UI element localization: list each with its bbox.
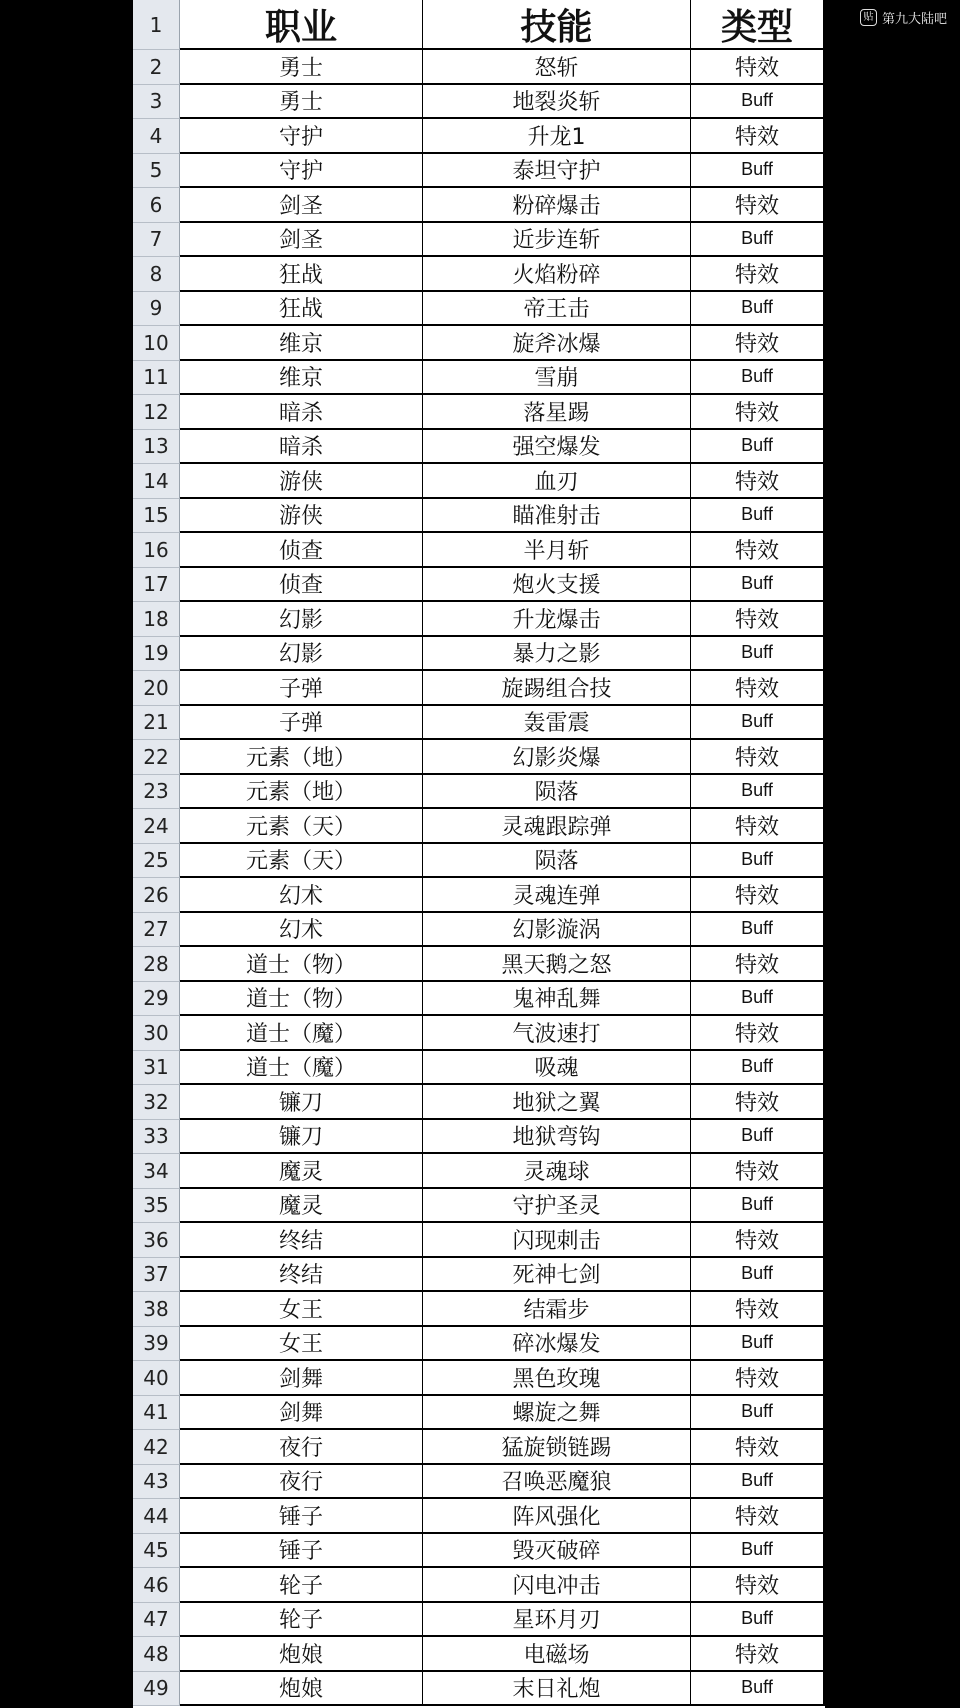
row-number[interactable]: 46: [133, 1568, 180, 1603]
cell-skill[interactable]: 帝王击: [423, 292, 691, 327]
cell-type[interactable]: 特效: [691, 1499, 825, 1534]
cell-skill[interactable]: 怒斩: [423, 50, 691, 85]
cell-skill[interactable]: 火焰粉碎: [423, 257, 691, 292]
tieba-icon: 贴: [860, 9, 877, 26]
row-number[interactable]: 40: [133, 1361, 180, 1396]
cell-type[interactable]: 特效: [691, 119, 825, 154]
cell-job[interactable]: 锤子: [180, 1499, 423, 1534]
row-number[interactable]: 18: [133, 602, 180, 637]
cell-type[interactable]: Buff: [691, 1603, 825, 1638]
cell-job[interactable]: 子弹: [180, 706, 423, 741]
cell-skill[interactable]: 地狱弯钩: [423, 1120, 691, 1155]
cell-job[interactable]: 狂战: [180, 257, 423, 292]
watermark: [860, 8, 947, 27]
cell-skill[interactable]: 旋踢组合技: [423, 671, 691, 706]
row-number[interactable]: 4: [133, 119, 180, 154]
cell-skill[interactable]: 灵魂球: [423, 1154, 691, 1189]
cell-job[interactable]: 轮子: [180, 1568, 423, 1603]
cell-job[interactable]: 剑圣: [180, 188, 423, 223]
cell-job[interactable]: 镰刀: [180, 1120, 423, 1155]
row-number[interactable]: 1: [133, 0, 180, 50]
row-number[interactable]: 38: [133, 1292, 180, 1327]
cell-job[interactable]: 夜行: [180, 1430, 423, 1465]
row-number[interactable]: 36: [133, 1223, 180, 1258]
cell-job[interactable]: 幻术: [180, 913, 423, 948]
row-number[interactable]: 47: [133, 1603, 180, 1638]
cell-type[interactable]: 特效: [691, 947, 825, 982]
cell-skill[interactable]: 气波速打: [423, 1016, 691, 1051]
cell-type[interactable]: Buff: [691, 982, 825, 1017]
row-number[interactable]: 30: [133, 1016, 180, 1051]
cell-skill[interactable]: 星环月刃: [423, 1603, 691, 1638]
cell-type[interactable]: Buff: [691, 223, 825, 258]
cell-skill[interactable]: 陨落: [423, 844, 691, 879]
row-number[interactable]: 39: [133, 1327, 180, 1362]
row-number[interactable]: 10: [133, 326, 180, 361]
cell-job[interactable]: 道士（魔）: [180, 1016, 423, 1051]
cell-type[interactable]: Buff: [691, 913, 825, 948]
row-number[interactable]: 2: [133, 50, 180, 85]
cell-skill[interactable]: 地狱之翼: [423, 1085, 691, 1120]
cell-job[interactable]: 元素（地）: [180, 740, 423, 775]
cell-skill[interactable]: 猛旋锁链踢: [423, 1430, 691, 1465]
cell-skill[interactable]: 粉碎爆击: [423, 188, 691, 223]
column-header-skill[interactable]: 技能: [423, 0, 691, 50]
cell-type[interactable]: Buff: [691, 85, 825, 120]
cell-type[interactable]: Buff: [691, 1672, 825, 1707]
cell-skill[interactable]: 半月斩: [423, 533, 691, 568]
cell-job[interactable]: 侦查: [180, 568, 423, 603]
row-number[interactable]: 48: [133, 1637, 180, 1672]
cell-skill[interactable]: 旋斧冰爆: [423, 326, 691, 361]
cell-type[interactable]: Buff: [691, 1396, 825, 1431]
cell-skill[interactable]: 灵魂连弹: [423, 878, 691, 913]
row-number[interactable]: 29: [133, 982, 180, 1017]
row-number[interactable]: 22: [133, 740, 180, 775]
cell-skill[interactable]: 闪现刺击: [423, 1223, 691, 1258]
column-header-job[interactable]: 职业: [180, 0, 423, 50]
row-number[interactable]: 9: [133, 292, 180, 327]
cell-type[interactable]: 特效: [691, 1361, 825, 1396]
cell-skill[interactable]: 死神七剑: [423, 1258, 691, 1293]
row-number[interactable]: 26: [133, 878, 180, 913]
cell-type[interactable]: Buff: [691, 499, 825, 534]
cell-skill[interactable]: 瞄准射击: [423, 499, 691, 534]
cell-skill[interactable]: 吸魂: [423, 1051, 691, 1086]
row-number[interactable]: 7: [133, 223, 180, 258]
cell-type[interactable]: 特效: [691, 671, 825, 706]
row-number[interactable]: 25: [133, 844, 180, 879]
row-number[interactable]: 23: [133, 775, 180, 810]
row-number[interactable]: 32: [133, 1085, 180, 1120]
cell-job[interactable]: 女王: [180, 1292, 423, 1327]
cell-type[interactable]: Buff: [691, 706, 825, 741]
cell-skill[interactable]: 碎冰爆发: [423, 1327, 691, 1362]
cell-type[interactable]: Buff: [691, 775, 825, 810]
row-number[interactable]: 19: [133, 637, 180, 672]
cell-type[interactable]: Buff: [691, 844, 825, 879]
cell-type[interactable]: 特效: [691, 1637, 825, 1672]
row-number[interactable]: 35: [133, 1189, 180, 1224]
row-number[interactable]: 8: [133, 257, 180, 292]
row-number[interactable]: 3: [133, 85, 180, 120]
row-number[interactable]: 28: [133, 947, 180, 982]
cell-type[interactable]: Buff: [691, 1189, 825, 1224]
row-number[interactable]: 6: [133, 188, 180, 223]
cell-job[interactable]: 镰刀: [180, 1085, 423, 1120]
cell-skill[interactable]: 黑天鹅之怒: [423, 947, 691, 982]
cell-type[interactable]: Buff: [691, 292, 825, 327]
cell-skill[interactable]: 幻影炎爆: [423, 740, 691, 775]
row-number[interactable]: 16: [133, 533, 180, 568]
cell-job[interactable]: 终结: [180, 1223, 423, 1258]
cell-skill[interactable]: 阵风强化: [423, 1499, 691, 1534]
cell-type[interactable]: 特效: [691, 1430, 825, 1465]
cell-skill[interactable]: 闪电冲击: [423, 1568, 691, 1603]
cell-type[interactable]: 特效: [691, 1568, 825, 1603]
cell-skill[interactable]: 炮火支援: [423, 568, 691, 603]
row-number[interactable]: 17: [133, 568, 180, 603]
cell-job[interactable]: 道士（物）: [180, 982, 423, 1017]
cell-job[interactable]: 幻术: [180, 878, 423, 913]
cell-job[interactable]: 终结: [180, 1258, 423, 1293]
spreadsheet: [133, 0, 825, 1708]
cell-job[interactable]: 元素（天）: [180, 844, 423, 879]
row-number[interactable]: 33: [133, 1120, 180, 1155]
cell-skill[interactable]: 毁灭破碎: [423, 1534, 691, 1569]
cell-skill[interactable]: 末日礼炮: [423, 1672, 691, 1707]
cell-type[interactable]: 特效: [691, 395, 825, 430]
cell-job[interactable]: 游侠: [180, 464, 423, 499]
cell-skill[interactable]: 暴力之影: [423, 637, 691, 672]
row-number[interactable]: 11: [133, 361, 180, 396]
row-number[interactable]: 15: [133, 499, 180, 534]
row-number[interactable]: 43: [133, 1465, 180, 1500]
cell-type[interactable]: Buff: [691, 361, 825, 396]
cell-type[interactable]: 特效: [691, 878, 825, 913]
cell-job[interactable]: 子弹: [180, 671, 423, 706]
row-number[interactable]: 45: [133, 1534, 180, 1569]
cell-type[interactable]: Buff: [691, 430, 825, 465]
cell-skill[interactable]: 召唤恶魔狼: [423, 1465, 691, 1500]
cell-job[interactable]: 魔灵: [180, 1154, 423, 1189]
row-number[interactable]: 27: [133, 913, 180, 948]
cell-type[interactable]: 特效: [691, 602, 825, 637]
row-number[interactable]: 49: [133, 1672, 180, 1707]
cell-type[interactable]: Buff: [691, 1120, 825, 1155]
cell-type[interactable]: Buff: [691, 154, 825, 189]
cell-skill[interactable]: 电磁场: [423, 1637, 691, 1672]
cell-type[interactable]: 特效: [691, 188, 825, 223]
cell-skill[interactable]: 泰坦守护: [423, 154, 691, 189]
row-number[interactable]: 13: [133, 430, 180, 465]
row-number[interactable]: 5: [133, 154, 180, 189]
cell-skill[interactable]: 升龙爆击: [423, 602, 691, 637]
cell-job[interactable]: 道士（魔）: [180, 1051, 423, 1086]
cell-type[interactable]: Buff: [691, 1051, 825, 1086]
cell-job[interactable]: 勇士: [180, 85, 423, 120]
row-number[interactable]: 24: [133, 809, 180, 844]
cell-type[interactable]: 特效: [691, 740, 825, 775]
cell-skill[interactable]: 螺旋之舞: [423, 1396, 691, 1431]
cell-skill[interactable]: 守护圣灵: [423, 1189, 691, 1224]
row-number[interactable]: 44: [133, 1499, 180, 1534]
cell-job[interactable]: 剑圣: [180, 223, 423, 258]
cell-skill[interactable]: 鬼神乱舞: [423, 982, 691, 1017]
cell-job[interactable]: 勇士: [180, 50, 423, 85]
cell-job[interactable]: 道士（物）: [180, 947, 423, 982]
cell-type[interactable]: Buff: [691, 1465, 825, 1500]
cell-skill[interactable]: 轰雷震: [423, 706, 691, 741]
cell-skill[interactable]: 近步连斩: [423, 223, 691, 258]
cell-type[interactable]: Buff: [691, 1534, 825, 1569]
cell-job[interactable]: 狂战: [180, 292, 423, 327]
row-number[interactable]: 37: [133, 1258, 180, 1293]
cell-job[interactable]: 游侠: [180, 499, 423, 534]
cell-type[interactable]: 特效: [691, 1016, 825, 1051]
row-number[interactable]: 12: [133, 395, 180, 430]
cell-type[interactable]: 特效: [691, 533, 825, 568]
cell-type[interactable]: 特效: [691, 1085, 825, 1120]
cell-job[interactable]: 守护: [180, 154, 423, 189]
cell-job[interactable]: 元素（地）: [180, 775, 423, 810]
column-header-type[interactable]: 类型: [691, 0, 825, 50]
row-number[interactable]: 42: [133, 1430, 180, 1465]
cell-type[interactable]: 特效: [691, 809, 825, 844]
cell-skill[interactable]: 落星踢: [423, 395, 691, 430]
cell-job[interactable]: 女王: [180, 1327, 423, 1362]
row-number[interactable]: 20: [133, 671, 180, 706]
cell-job[interactable]: 炮娘: [180, 1637, 423, 1672]
cell-job[interactable]: 夜行: [180, 1465, 423, 1500]
cell-job[interactable]: 守护: [180, 119, 423, 154]
cell-job[interactable]: 锤子: [180, 1534, 423, 1569]
cell-job[interactable]: 元素（天）: [180, 809, 423, 844]
cell-job[interactable]: 幻影: [180, 637, 423, 672]
row-number[interactable]: 31: [133, 1051, 180, 1086]
cell-skill[interactable]: 地裂炎斩: [423, 85, 691, 120]
row-number[interactable]: 34: [133, 1154, 180, 1189]
cell-job[interactable]: 剑舞: [180, 1396, 423, 1431]
cell-skill[interactable]: 升龙1: [423, 119, 691, 154]
cell-job[interactable]: 暗杀: [180, 395, 423, 430]
cell-type[interactable]: Buff: [691, 637, 825, 672]
cell-skill[interactable]: 黑色玫瑰: [423, 1361, 691, 1396]
cell-job[interactable]: 剑舞: [180, 1361, 423, 1396]
cell-type[interactable]: 特效: [691, 326, 825, 361]
cell-job[interactable]: 侦查: [180, 533, 423, 568]
cell-skill[interactable]: 陨落: [423, 775, 691, 810]
cell-skill[interactable]: 灵魂跟踪弹: [423, 809, 691, 844]
cell-skill[interactable]: 雪崩: [423, 361, 691, 396]
cell-skill[interactable]: 血刃: [423, 464, 691, 499]
row-number[interactable]: 14: [133, 464, 180, 499]
cell-type[interactable]: Buff: [691, 568, 825, 603]
cell-type[interactable]: Buff: [691, 1327, 825, 1362]
cell-type[interactable]: 特效: [691, 50, 825, 85]
cell-type[interactable]: 特效: [691, 464, 825, 499]
cell-skill[interactable]: 强空爆发: [423, 430, 691, 465]
cell-job[interactable]: 幻影: [180, 602, 423, 637]
watermark-text: 第九大陆吧: [882, 12, 948, 27]
row-number[interactable]: 21: [133, 706, 180, 741]
cell-job[interactable]: 暗杀: [180, 430, 423, 465]
cell-skill[interactable]: 结霜步: [423, 1292, 691, 1327]
cell-type[interactable]: 特效: [691, 257, 825, 292]
cell-type[interactable]: Buff: [691, 1258, 825, 1293]
cell-job[interactable]: 维京: [180, 326, 423, 361]
cell-job[interactable]: 炮娘: [180, 1672, 423, 1707]
cell-type[interactable]: 特效: [691, 1223, 825, 1258]
cell-job[interactable]: 维京: [180, 361, 423, 396]
cell-type[interactable]: 特效: [691, 1292, 825, 1327]
spreadsheet-grid: [133, 0, 825, 1706]
cell-job[interactable]: 轮子: [180, 1603, 423, 1638]
cell-type[interactable]: 特效: [691, 1154, 825, 1189]
row-number[interactable]: 41: [133, 1396, 180, 1431]
cell-job[interactable]: 魔灵: [180, 1189, 423, 1224]
cell-skill[interactable]: 幻影漩涡: [423, 913, 691, 948]
